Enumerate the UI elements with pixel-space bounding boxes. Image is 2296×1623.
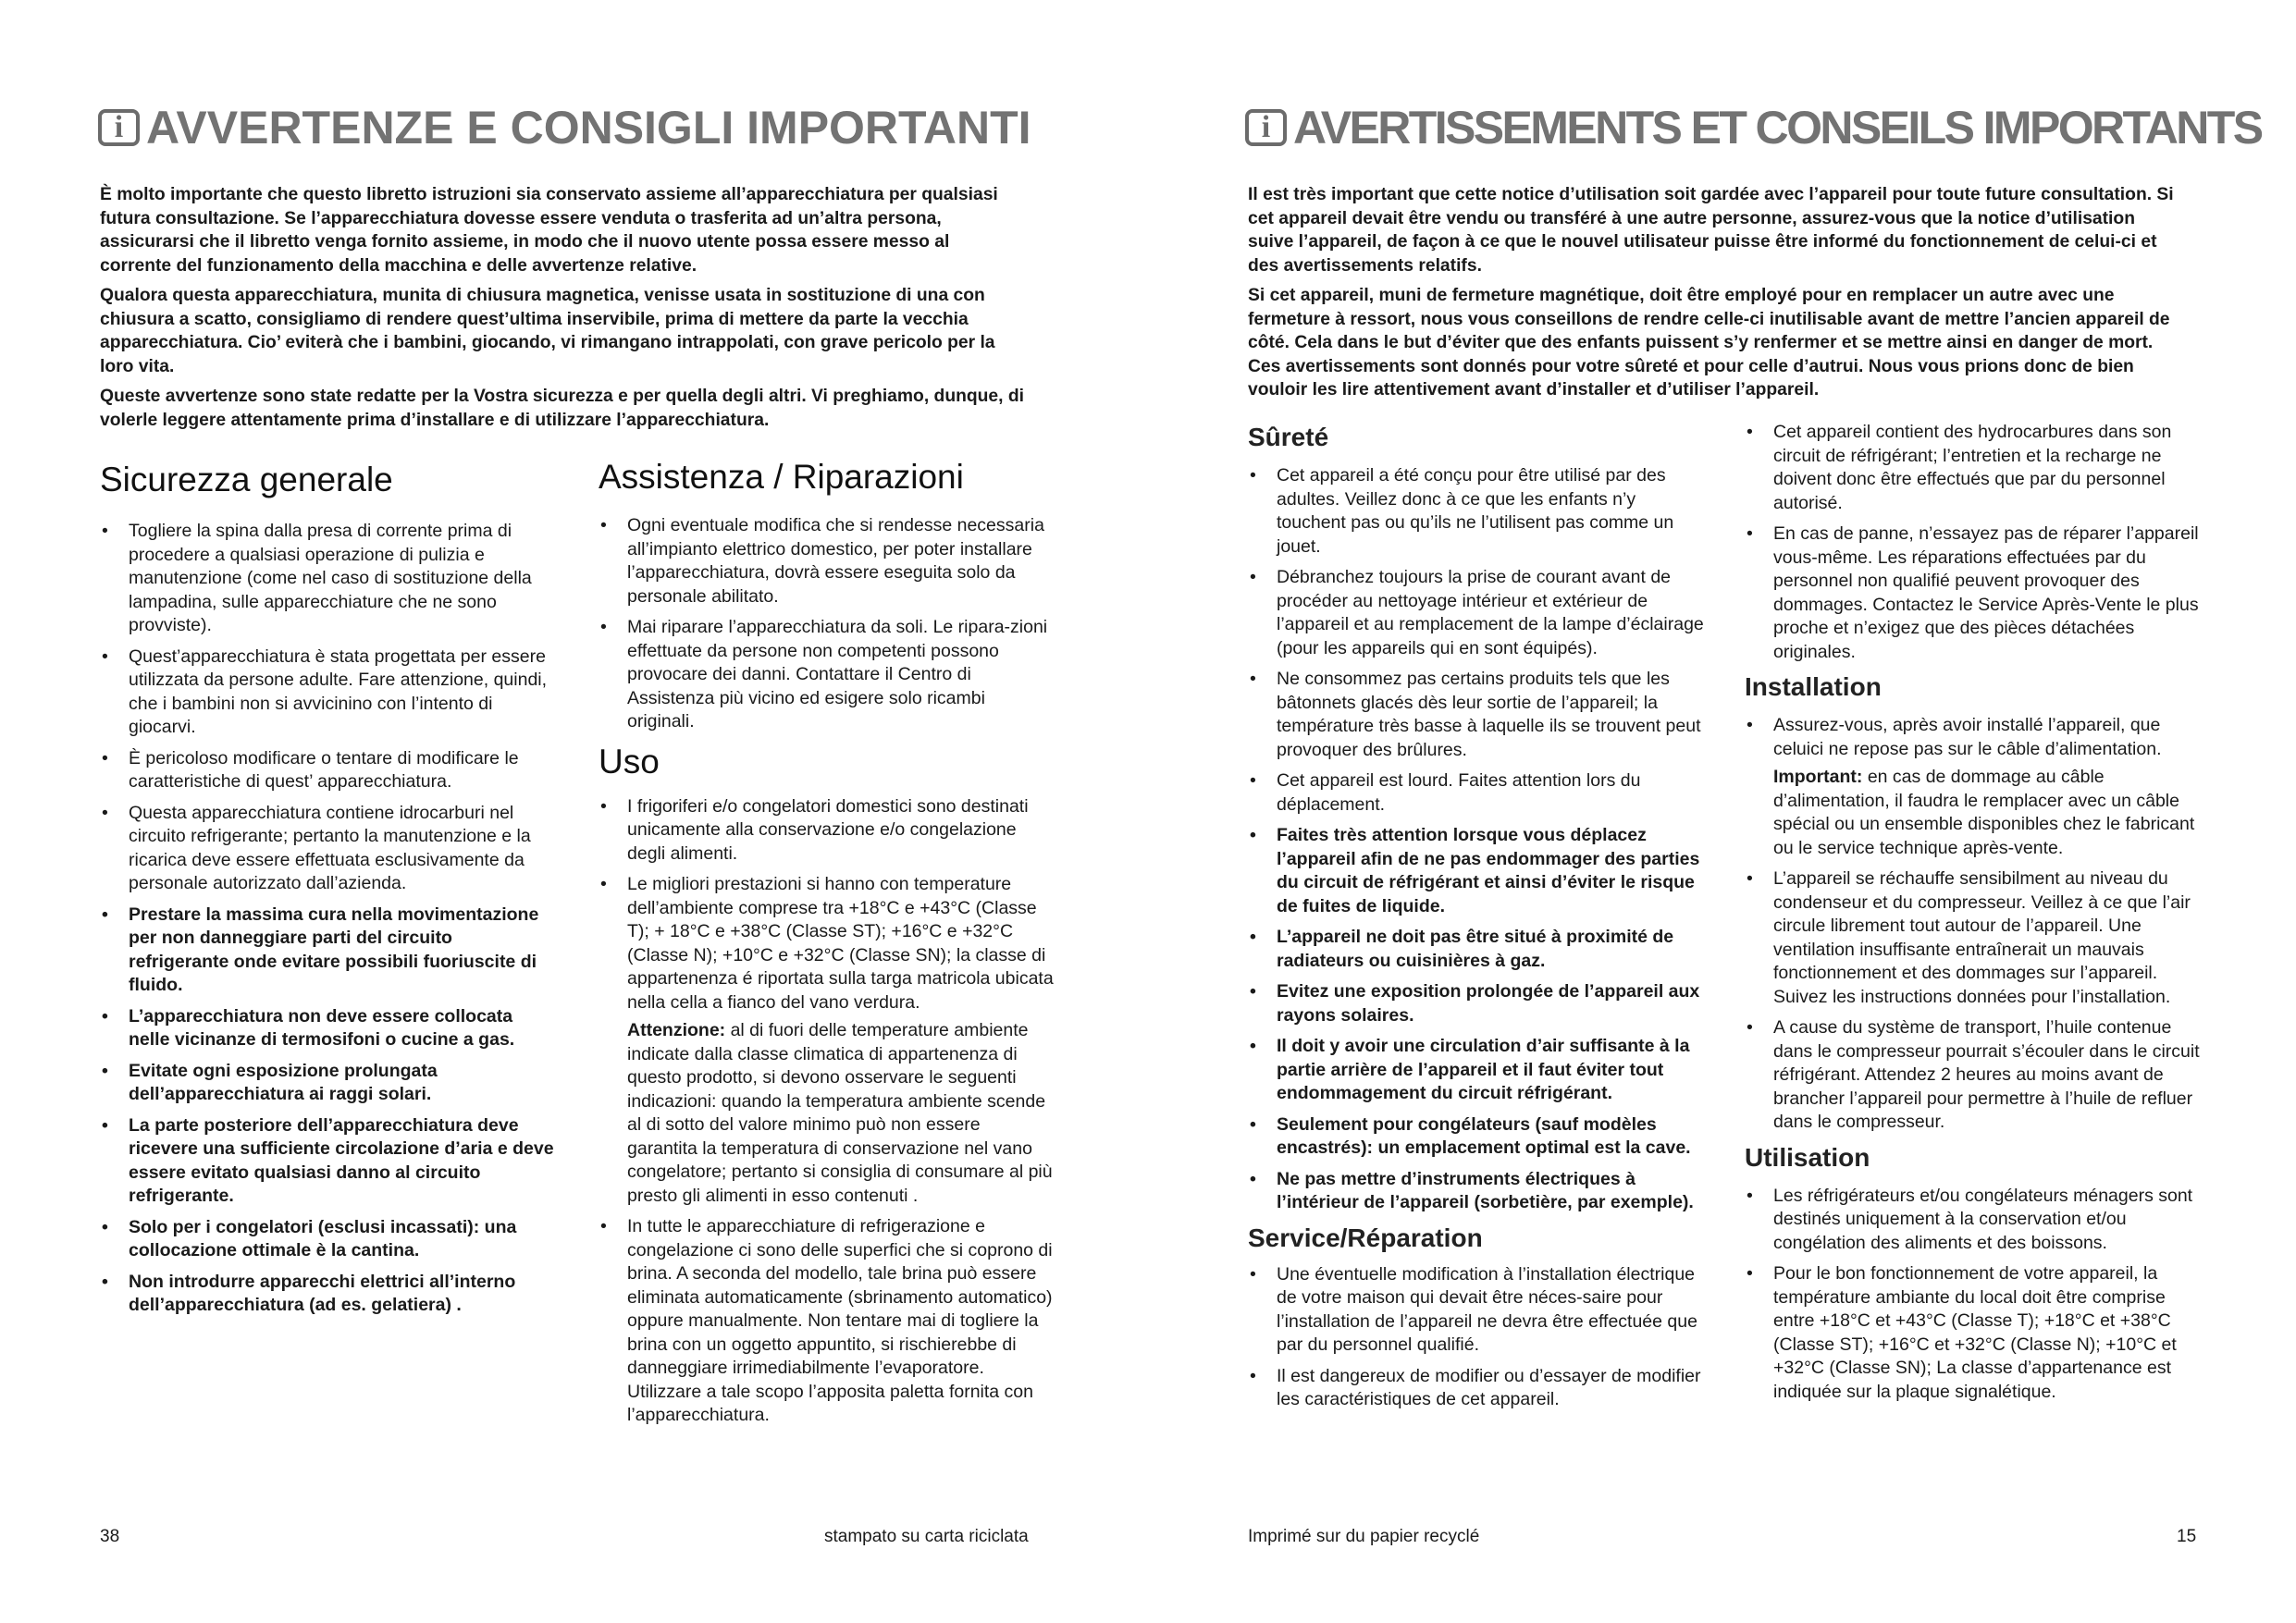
footer-note: stampato su carta riciclata — [824, 1527, 1029, 1546]
list-item: • Une éventuelle modification à l’installation électrique de votre maison qui devait être néces-saire pour l’installation de l’appareil ne devra être effectuée que par du personnel qualifié. — [1248, 1263, 1709, 1358]
attention-note — [627, 1019, 1054, 1208]
list-extra — [1745, 421, 2200, 664]
list-item: • L’appareil ne doit pas être situé à proximité de radiateurs ou cuisinières à gaz. — [1248, 926, 1709, 973]
intro-paragraph: È molto importante che questo libretto istruzioni sia conservato assieme all’apparecchiatura per qualsiasi futura consultazione. Se l’apparecchiatura dovesse essere venduta o trasferita ad un’altra persona, assicurarsi che il libretto venga fornito assieme, in modo che il nuovo utente possa essere messo al corrente del funzionamento della macchina e delle avvertenze relative. — [100, 185, 998, 276]
list-item: • In tutte le apparecchiature di refrigerazione e congelazione ci sono delle superfici che si coprono di brina. A seconda del modello, tale brina può essere eliminata automaticamente (sbrinamento automatico) oppure manualmente. Non tentare mai di togliere la brina con un oggetto appuntito, si rischierebbe di danneggiare irrimediabilmente l’evaporatore. Utilizzare a tale scopo l’apposita paletta fornita con l’apparecchiatura. — [599, 1215, 1054, 1428]
page-title-fr — [1245, 100, 2261, 155]
attention-text: al di fuori delle temperature ambiente indicate dalla classe climatica di appartenenza di questo prodotto, si devono osservare le seguenti indicazioni: quando la temperatura ambiente scende al di sotto del valore minimo può non essere garantita la temperatura di conservazione nel vano congelatore; pertanto si consiglia di consumare al più presto gli alimenti in esso contenuti . — [627, 1020, 1053, 1206]
item-text: • Le migliori prestazioni si hanno con temperature dell’ambiente comprese tra +18°C e +43°C (Classe T); + 18°C e +38°C (Classe ST); +16°C e +32°C (Classe N); +10°C e +32°C (Classe SN); la classe di appartenenza é riportata sulla targa matricola ubicata nella cella a fianco del vano verdura. — [627, 874, 1054, 1013]
list-item: • Seulement pour congélateurs (sauf modèles encastrés): un emplacement optimal est la cave. — [1248, 1113, 1709, 1161]
list-item: • Solo per i congelatori (esclusi incassati): una collocazione ottimale è la cantina. — [100, 1216, 555, 1263]
list-item: • Togliere la spina dalla presa di corrente prima di procedere a qualsiasi operazione di pulizia e manutenzione (come nel caso di sostituzione della lampadina, sulle apparecchiature che ne sono provviste). — [100, 520, 555, 638]
page-number: 38 — [100, 1527, 120, 1546]
footer-note: Imprimé sur du papier recyclé — [1248, 1527, 1480, 1546]
list-item — [599, 873, 1054, 1208]
important-label: Important: — [1773, 767, 1863, 787]
intro-paragraph: Si cet appareil, muni de fermeture magnétique, doit être employé pour en remplacer un autre avec une fermeture à ressort, nous vous conseillons de rendre celle-ci inutilisable avant de mettre l’ancien appareil de côté. Cela dans le but d’éviter que des enfants puissent s’y renfermer et se mettre ainsi en danger de mort. Ces avertissements sont donnés pour votre sûreté et pour celle d’autrui. Nous vous prions donc de bien vouloir les lire attentivement avant d’installer et d’utiliser l’appareil. — [1248, 286, 2170, 400]
list-item: • Cet appareil contient des hydrocarbures dans son circuit de réfrigérant; l’entretien et la recharge ne doivent donc être effectués que par du personnel autorisé. — [1745, 421, 2200, 515]
page-title-it — [98, 100, 1031, 155]
list-assistenza — [599, 514, 1054, 734]
list-item: • Cet appareil a été conçu pour être utilisé par des adultes. Veillez donc à ce que les enfants n’y touchent pas ou qu’ils ne l’utilisent pas comme un jouet. — [1248, 464, 1709, 559]
info-icon: i — [1245, 109, 1287, 146]
important-note — [1773, 766, 2200, 860]
list-item: • Quest’apparecchiatura è stata progettata per essere utilizzata da persone adulte. Fare attenzione, quindi, che i bambini non si avvicinino con l’intento di giocarvi. — [100, 646, 555, 740]
item-text: • Assurez-vous, après avoir installé l’appareil, que celuici ne repose pas sur le câble d’alimentation. — [1773, 715, 2162, 759]
list-service — [1248, 1263, 1709, 1412]
column-assistenza-uso — [599, 457, 1054, 1435]
intro-paragraph: Queste avvertenze sono state redatte per la Vostra sicurezza e per quella degli altri. Vi preghiamo, dunque, di volerle leggere attentamente prima d’installare e di utilizzare l’apparecchiatura. — [100, 387, 1024, 430]
heading-installation: Installation — [1745, 672, 1882, 701]
list-item: • Ne consommez pas certains produits tels que les bâtonnets glacés dès leur sortie de l’appareil; la température très basse à laquelle ils se trouvent peut provoquer des brûlures. — [1248, 668, 1709, 762]
list-surete — [1248, 464, 1709, 1215]
list-item — [1745, 714, 2200, 860]
list-item: • Mai riparare l’apparecchiatura da soli. Le ripara-zioni effettuate da persone non competenti possono provocare dei danni. Contattare il Centro di Assistenza più vicino ed esigere solo ricambi originali. — [599, 616, 1054, 734]
list-item: • È pericoloso modificare o tentare di modificare le caratteristiche di quest’ apparecchiatura. — [100, 747, 555, 794]
intro-paragraph: Qualora questa apparecchiatura, munita di chiusura magnetica, venisse usata in sostituzione di una con chiusura a scatto, consigliamo di rendere quest’ultima inservibile, prima di mettere da parte la vecchia apparecchiatura. Cio’ eviterà che i bambini, giocando, vi rimangano intrappolati, con grave pericolo per la loro vita. — [100, 286, 995, 376]
list-item: • Débranchez toujours la prise de courant avant de procéder au nettoyage intérieur et extérieur de l’appareil et au remplacement de la lampe d’éclairage (pour les appareils qui en sont équipés). — [1248, 566, 1709, 660]
list-item: • Il doit y avoir une circulation d’air suffisante à la partie arrière de l’appareil et il faut éviter tout endommagement du circuit réfrigérant. — [1248, 1035, 1709, 1106]
right-page — [1148, 0, 2296, 1623]
column-surete-service — [1248, 422, 1709, 1420]
important-text: en cas de dommage au câble d’alimentation, il faudra le remplacer avec un câble spécial ou un ensemble disponibles chez le fabricant ou le service technique après-vente. — [1773, 767, 2195, 858]
list-item: • En cas de panne, n’essayez pas de réparer l’appareil vous-même. Les réparations effectuées par du personnel non qualifié peuvent provoquer des dommages. Contactez le Service Après-Vente le plus proche et n’exigez que des pièces détachées originales. — [1745, 523, 2200, 664]
page-number: 15 — [2177, 1527, 2197, 1546]
list-item: • La parte posteriore dell’apparecchiatura deve ricevere una sufficiente circolazione d’aria e deve essere evitato qualsiasi danno al circuito refrigerante. — [100, 1114, 555, 1209]
list-item: • Evitate ogni esposizione prolungata dell’apparecchiatura ai raggi solari. — [100, 1060, 555, 1107]
list-item: • L’appareil se réchauffe sensibilment au niveau du condenseur et du compresseur. Veillez à ce que l’air circule librement tout autour de l’appareil. Une ventilation insuffisante entraînerait un mauvais fonctionnement et des dommages sur l’appareil. Suivez les instructions données pour l’installation. — [1745, 867, 2200, 1009]
list-item: • Pour le bon fonctionnement de votre appareil, la température ambiante du local doit être comprise entre +18°C et +43°C (Classe T); +18°C et +38°C (Classe ST); +16°C et +32°C (Classe N); +10°C et +32°C (Classe SN); La classe d’appartenance est indiquée sur la plaque signalétique. — [1745, 1262, 2200, 1404]
list-item: • Cet appareil est lourd. Faites attention lors du déplacement. — [1248, 769, 1709, 817]
list-item: • Ogni eventuale modifica che si rendesse necessaria all’impianto elettrico domestico, per poter installare l’apparecchiatura, dovrà essere eseguita solo da personale abilitato. — [599, 514, 1054, 609]
intro-text-it — [100, 183, 1025, 438]
heading-sicurezza-generale: Sicurezza generale — [100, 461, 393, 498]
attention-label: Attenzione: — [627, 1020, 726, 1040]
list-item: • L’apparecchiatura non deve essere collocata nelle vicinanze di termosifoni o cucine a gas. — [100, 1005, 555, 1052]
intro-paragraph: Il est très important que cette notice d’utilisation soit gardée avec l’appareil pour toute future consultation. Si cet appareil devait être vendu ou transféré à une autre personne, assurez-vous que la notice d’utilisation suive l’appareil, de façon à ce que le nouvel utilisateur puisse être informé du fonctionnement de celui-ci et des avertissements relatifs. — [1248, 185, 2174, 276]
info-icon: i — [98, 109, 140, 146]
list-item: • Questa apparecchiatura contiene idrocarburi nel circuito refrigerante; pertanto la manutenzione e la ricarica deve essere effettuata esclusivamente da personale autorizzato dall’azienda. — [100, 802, 555, 896]
heading-uso: Uso — [599, 742, 660, 781]
list-item: • Il est dangereux de modifier ou d’essayer de modifier les caractéristiques de cet appareil. — [1248, 1365, 1709, 1412]
list-item: • I frigoriferi e/o congelatori domestici sono destinati unicamente alla conservazione e/o congelazione degli alimenti. — [599, 795, 1054, 867]
title-text: AVERTISSEMENTS ET CONSEILS IMPORTANTS — [1293, 102, 2262, 154]
list-item: • Prestare la massima cura nella movimentazione per non danneggiare parti del circuito refrigerante onde evitare possibili fuoriuscite di fluido. — [100, 904, 555, 998]
list-item: • Non introdurre apparecchi elettrici all’interno dell’apparecchiatura (ad es. gelatiera) . — [100, 1271, 555, 1318]
list-installation — [1745, 714, 2200, 1135]
list-item: • Les réfrigérateurs et/ou congélateurs ménagers sont destinés uniquement à la conservation et/ou congélation des aliments et des boissons. — [1745, 1185, 2200, 1256]
heading-surete: Sûreté — [1248, 423, 1329, 451]
heading-assistenza: Assistenza / Riparazioni — [599, 458, 964, 496]
list-item: • Ne pas mettre d’instruments électriques à l’intérieur de l’appareil (sorbetière, par exemple). — [1248, 1168, 1709, 1215]
heading-service: Service/Réparation — [1248, 1223, 1483, 1252]
column-sicurezza — [100, 460, 555, 1325]
list-sicurezza — [100, 520, 555, 1318]
list-uso — [599, 795, 1054, 1428]
column-installation-utilisation — [1745, 421, 2200, 1411]
list-item: • A cause du système de transport, l’huile contenue dans le compresseur pourrait s’écouler dans le circuit réfrigérant. Attendez 2 heures au moins avant de brancher l’appareil pour permettre à l’huile de refluer dans le compresseur. — [1745, 1016, 2200, 1135]
heading-utilisation: Utilisation — [1745, 1142, 1870, 1172]
intro-text-fr — [1248, 183, 2178, 409]
list-item: • Faites très attention lorsque vous déplacez l’appareil afin de ne pas endommager des parties du circuit de réfrigérant et ainsi d’éviter le risque de fuites de liquide. — [1248, 824, 1709, 918]
list-item: • Evitez une exposition prolongée de l’appareil aux rayons solaires. — [1248, 980, 1709, 1027]
title-text: AVVERTENZE E CONSIGLI IMPORTANTI — [146, 102, 1031, 154]
list-utilisation — [1745, 1185, 2200, 1405]
